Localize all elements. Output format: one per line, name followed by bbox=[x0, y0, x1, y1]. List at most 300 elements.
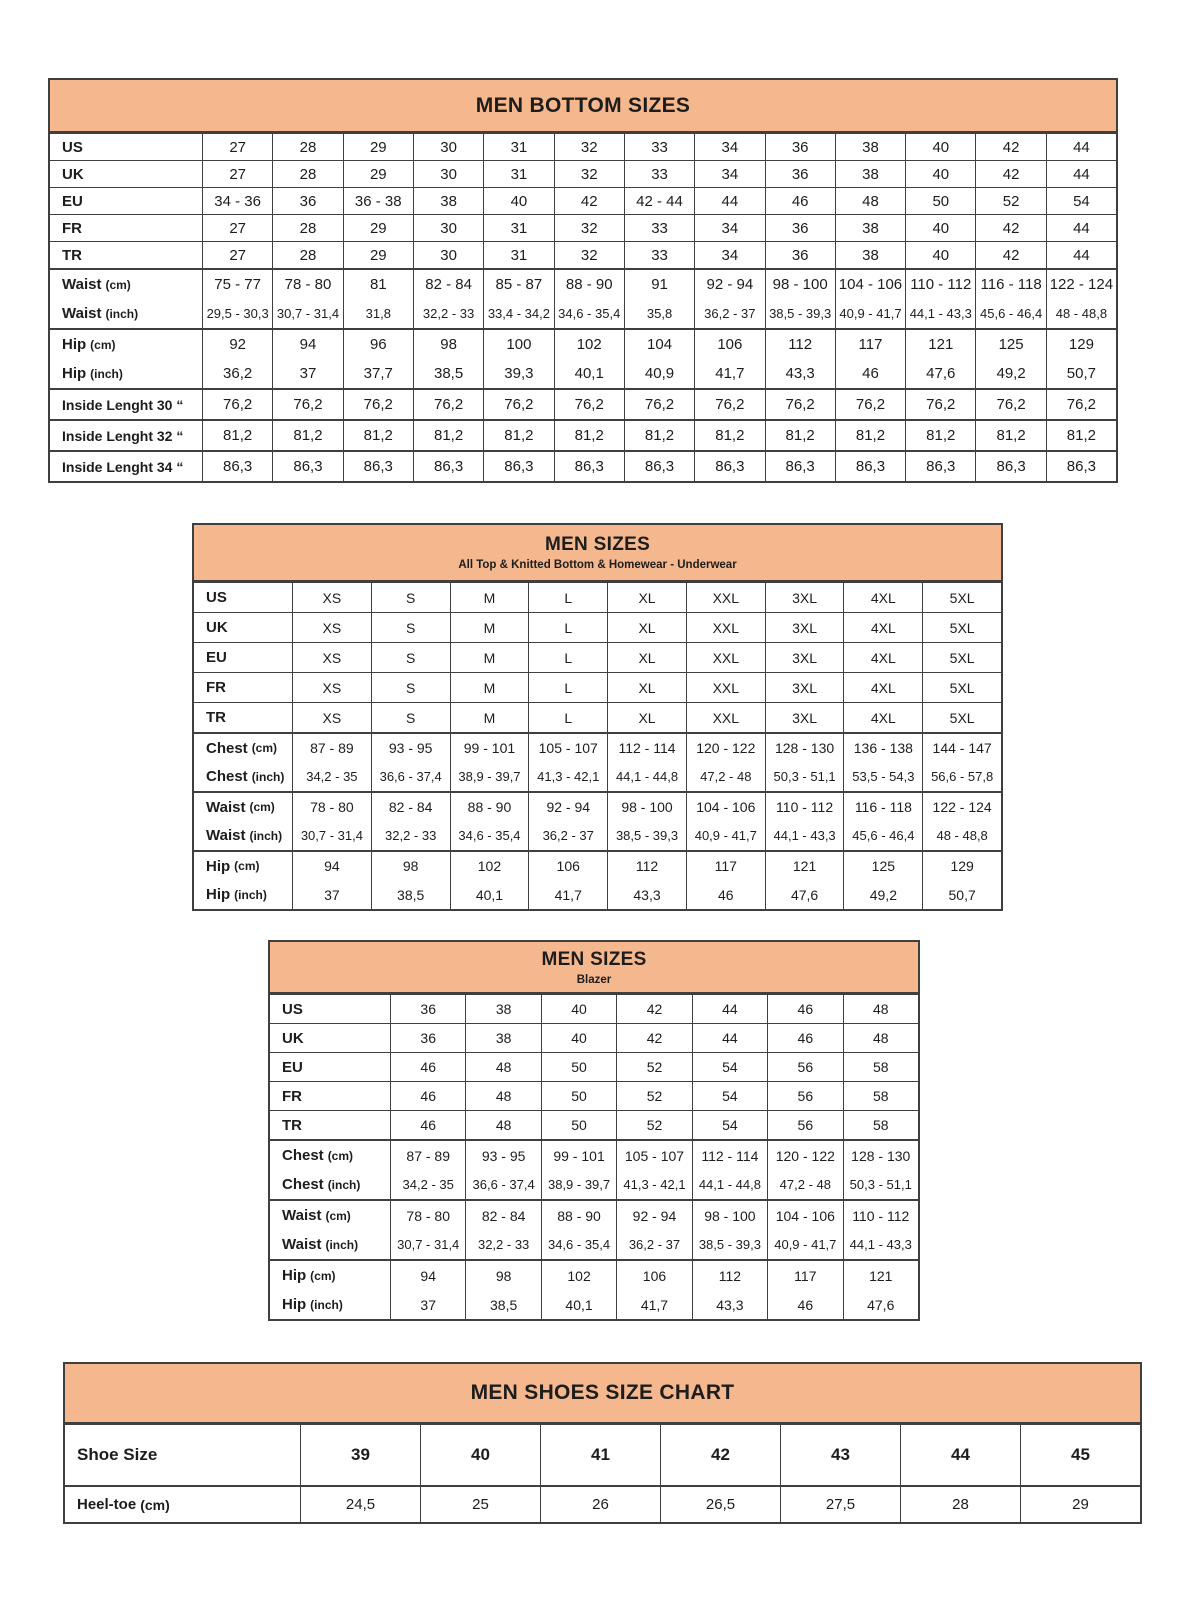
value-cell: 36 bbox=[765, 215, 835, 241]
table-row bbox=[270, 1139, 918, 1199]
value-cell: XS bbox=[292, 673, 371, 702]
value-cell bbox=[1046, 330, 1116, 388]
value-line: 47,2 - 48 bbox=[700, 769, 752, 785]
value-line: 47,6 bbox=[790, 886, 819, 903]
value-cell: 44 bbox=[1046, 242, 1116, 268]
value-cell: M bbox=[450, 643, 529, 672]
value-line: 47,6 bbox=[867, 1296, 895, 1313]
label-text: Hip bbox=[282, 1267, 307, 1284]
value-cell: 40 bbox=[905, 215, 975, 241]
value-cell: 42 bbox=[616, 1024, 691, 1052]
value-cell: 44 bbox=[900, 1425, 1020, 1485]
value-cell: 3XL bbox=[765, 673, 844, 702]
value-cell bbox=[465, 1201, 540, 1259]
value-cell bbox=[541, 1261, 616, 1319]
value-cell: 29 bbox=[343, 242, 413, 268]
value-cell bbox=[616, 1141, 691, 1199]
value-cell: 4XL bbox=[843, 673, 922, 702]
value-cell bbox=[413, 330, 483, 388]
value-line: 128 - 130 bbox=[774, 740, 835, 757]
value-cell: 48 bbox=[465, 1053, 540, 1081]
value-cell: L bbox=[528, 703, 607, 732]
value-cell: 81,2 bbox=[694, 421, 764, 450]
value-line: 122 - 124 bbox=[932, 799, 992, 816]
table-row bbox=[194, 791, 1001, 850]
value-cell: 34 bbox=[694, 161, 764, 187]
value-cell: 81,2 bbox=[343, 421, 413, 450]
table-row bbox=[194, 582, 1001, 612]
value-cell: 29 bbox=[1020, 1487, 1140, 1522]
value-line: 105 - 107 bbox=[538, 740, 598, 757]
value-line: 50,7 bbox=[1066, 365, 1096, 382]
row-label bbox=[50, 390, 202, 419]
value-cell bbox=[975, 330, 1045, 388]
value-cell: 76,2 bbox=[765, 390, 835, 419]
value-cell: 32 bbox=[554, 134, 624, 160]
value-line: 36,6 - 37,4 bbox=[472, 1177, 535, 1192]
value-line: 121 bbox=[792, 858, 817, 875]
value-cell: 54 bbox=[1046, 188, 1116, 214]
label-unit: (inch) bbox=[234, 887, 267, 902]
value-cell: L bbox=[528, 613, 607, 642]
table-subtitle: All Top & Knitted Bottom & Homewear - Underwear bbox=[458, 559, 737, 571]
value-cell: 38 bbox=[835, 215, 905, 241]
value-line: 32,2 - 33 bbox=[422, 306, 475, 321]
value-cell: 76,2 bbox=[624, 390, 694, 419]
value-cell: 38 bbox=[835, 161, 905, 187]
value-line: 78 - 80 bbox=[406, 1207, 450, 1224]
label-unit: (inch) bbox=[90, 366, 123, 381]
value-line: 91 bbox=[651, 276, 668, 293]
value-line: 44,1 - 43,3 bbox=[773, 828, 836, 844]
value-cell: 50 bbox=[541, 1053, 616, 1081]
value-cell: 40 bbox=[905, 242, 975, 268]
value-line: 98 - 100 bbox=[772, 276, 828, 293]
value-line: 30,7 - 31,4 bbox=[397, 1237, 460, 1252]
value-line: 88 - 90 bbox=[565, 276, 613, 293]
value-cell: 56 bbox=[767, 1082, 842, 1110]
table-row bbox=[270, 1199, 918, 1259]
value-cell: XL bbox=[607, 583, 686, 612]
value-line: 94 bbox=[324, 858, 340, 875]
value-cell: 86,3 bbox=[483, 452, 553, 481]
row-label bbox=[270, 1261, 390, 1319]
value-cell: 5XL bbox=[922, 583, 1001, 612]
value-cell: 76,2 bbox=[343, 390, 413, 419]
row-label bbox=[50, 134, 202, 160]
value-cell: 76,2 bbox=[554, 390, 624, 419]
value-cell: 36 bbox=[272, 188, 342, 214]
value-line: 104 - 106 bbox=[696, 799, 756, 816]
table-row bbox=[270, 1081, 918, 1110]
value-line: 121 bbox=[869, 1267, 893, 1284]
value-cell: 44 bbox=[692, 1024, 767, 1052]
value-cell: 30 bbox=[413, 134, 483, 160]
value-cell: L bbox=[528, 643, 607, 672]
value-line: 75 - 77 bbox=[214, 276, 261, 293]
value-cell: 40 bbox=[905, 161, 975, 187]
men-shoes-size-chart-table bbox=[63, 1362, 1142, 1524]
value-cell: 36 - 38 bbox=[343, 188, 413, 214]
value-cell bbox=[843, 1201, 918, 1259]
value-cell: 3XL bbox=[765, 583, 844, 612]
value-cell: 52 bbox=[975, 188, 1045, 214]
row-label bbox=[50, 242, 202, 268]
value-cell: 81,2 bbox=[765, 421, 835, 450]
value-line: 106 bbox=[556, 858, 580, 875]
label-unit: (inch) bbox=[325, 1237, 359, 1252]
value-cell: 33 bbox=[624, 161, 694, 187]
value-cell: 48 bbox=[835, 188, 905, 214]
value-line: 47,2 - 48 bbox=[779, 1177, 831, 1192]
value-line: 93 - 95 bbox=[481, 1147, 526, 1164]
label-text: TR bbox=[62, 246, 82, 264]
value-cell: 44 bbox=[1046, 215, 1116, 241]
value-cell: XS bbox=[292, 643, 371, 672]
value-line: 128 - 130 bbox=[851, 1147, 911, 1164]
label-text: FR bbox=[282, 1087, 302, 1105]
value-cell: 28 bbox=[272, 215, 342, 241]
value-line: 82 - 84 bbox=[425, 276, 472, 293]
label-text: US bbox=[206, 589, 227, 606]
row-label-line bbox=[282, 1201, 390, 1230]
value-cell bbox=[686, 852, 765, 909]
value-line: 112 bbox=[788, 336, 813, 353]
row-label bbox=[270, 1111, 390, 1139]
value-cell: 4XL bbox=[843, 703, 922, 732]
row-label bbox=[50, 161, 202, 187]
value-line: 38,5 - 39,3 bbox=[769, 306, 832, 321]
value-line: 48 - 48,8 bbox=[936, 828, 988, 844]
row-label-line bbox=[206, 793, 292, 822]
row-label-line bbox=[62, 330, 202, 359]
table-row bbox=[194, 702, 1001, 732]
value-cell: 44 bbox=[692, 995, 767, 1023]
value-cell: 4XL bbox=[843, 583, 922, 612]
value-cell: 76,2 bbox=[272, 390, 342, 419]
row-label bbox=[194, 673, 292, 702]
table-row bbox=[194, 850, 1001, 909]
value-cell bbox=[554, 270, 624, 328]
value-line: 87 - 89 bbox=[406, 1147, 450, 1164]
value-cell bbox=[922, 793, 1001, 850]
value-cell: 43 bbox=[780, 1425, 900, 1485]
value-cell bbox=[292, 793, 371, 850]
row-label-line bbox=[206, 881, 292, 910]
value-cell bbox=[554, 330, 624, 388]
value-cell bbox=[292, 852, 371, 909]
value-cell: 46 bbox=[767, 995, 842, 1023]
value-cell: 42 bbox=[975, 161, 1045, 187]
value-line: 125 bbox=[998, 336, 1024, 353]
value-line: 32,2 - 33 bbox=[477, 1237, 530, 1252]
value-cell: XXL bbox=[686, 673, 765, 702]
value-line: 35,8 bbox=[646, 306, 673, 321]
value-cell: 56 bbox=[767, 1111, 842, 1139]
label-text: Waist bbox=[282, 1207, 322, 1224]
value-line: 32,2 - 33 bbox=[385, 828, 437, 844]
value-cell: XXL bbox=[686, 613, 765, 642]
value-line: 104 - 106 bbox=[775, 1207, 835, 1224]
table-header bbox=[50, 80, 1116, 133]
label-text: UK bbox=[62, 165, 84, 183]
value-cell bbox=[371, 793, 450, 850]
value-line: 56,6 - 57,8 bbox=[931, 769, 994, 785]
table-row bbox=[65, 1485, 1140, 1522]
value-cell: 24,5 bbox=[300, 1487, 420, 1522]
value-line: 46 bbox=[718, 886, 734, 903]
value-cell: 81,2 bbox=[272, 421, 342, 450]
value-cell bbox=[692, 1201, 767, 1259]
value-line: 98 - 100 bbox=[621, 799, 673, 816]
value-line: 45,6 - 46,4 bbox=[852, 828, 915, 844]
value-line: 38,5 bbox=[490, 1296, 518, 1313]
label-unit: (inch) bbox=[105, 306, 139, 321]
label-text: EU bbox=[282, 1058, 303, 1076]
row-label-line bbox=[206, 852, 292, 881]
value-line: 99 - 101 bbox=[553, 1147, 605, 1164]
value-cell: 86,3 bbox=[554, 452, 624, 481]
value-cell bbox=[343, 270, 413, 328]
value-cell: 81,2 bbox=[483, 421, 553, 450]
value-cell: 5XL bbox=[922, 613, 1001, 642]
table-row bbox=[194, 642, 1001, 672]
value-line: 38,5 bbox=[433, 365, 464, 382]
value-cell: 86,3 bbox=[272, 452, 342, 481]
value-line: 41,3 - 42,1 bbox=[537, 769, 600, 785]
value-cell: 86,3 bbox=[905, 452, 975, 481]
value-line: 98 bbox=[440, 336, 457, 353]
value-cell: 86,3 bbox=[624, 452, 694, 481]
value-cell bbox=[450, 734, 529, 791]
value-cell: L bbox=[528, 583, 607, 612]
value-line: 102 bbox=[567, 1267, 591, 1284]
value-cell: 38 bbox=[835, 134, 905, 160]
value-cell: 31 bbox=[483, 134, 553, 160]
value-cell: 27 bbox=[202, 215, 272, 241]
value-cell: 54 bbox=[692, 1082, 767, 1110]
men-sizes-top-table bbox=[192, 523, 1003, 911]
value-cell: 86,3 bbox=[975, 452, 1045, 481]
value-cell bbox=[272, 270, 342, 328]
value-cell bbox=[767, 1141, 842, 1199]
value-cell: 58 bbox=[843, 1053, 918, 1081]
value-cell: 86,3 bbox=[413, 452, 483, 481]
value-cell: 30 bbox=[413, 215, 483, 241]
value-cell: S bbox=[371, 643, 450, 672]
row-label bbox=[270, 1082, 390, 1110]
value-line: 41,7 bbox=[640, 1296, 669, 1313]
value-cell: XS bbox=[292, 583, 371, 612]
label-text: Hip bbox=[206, 857, 231, 875]
table-row bbox=[194, 672, 1001, 702]
value-line: 41,3 - 42,1 bbox=[623, 1177, 686, 1192]
table-row bbox=[65, 1424, 1140, 1485]
value-cell: 58 bbox=[843, 1111, 918, 1139]
label-unit: (cm) bbox=[140, 1496, 170, 1513]
label-unit: (cm) bbox=[310, 1268, 336, 1283]
value-cell: 48 bbox=[843, 995, 918, 1023]
value-line: 94 bbox=[299, 336, 317, 353]
row-label bbox=[270, 1141, 390, 1199]
value-cell bbox=[483, 330, 553, 388]
value-line: 39,3 bbox=[504, 365, 534, 382]
value-line: 82 - 84 bbox=[388, 799, 433, 816]
value-cell bbox=[694, 330, 764, 388]
value-line: 96 bbox=[369, 336, 387, 353]
row-label bbox=[50, 421, 202, 450]
value-cell: 36 bbox=[765, 242, 835, 268]
value-line: 110 - 112 bbox=[776, 799, 834, 816]
label-text: UK bbox=[206, 619, 228, 636]
value-cell bbox=[483, 270, 553, 328]
value-cell bbox=[843, 793, 922, 850]
value-line: 104 - 106 bbox=[838, 276, 903, 293]
label-text: Chest bbox=[206, 768, 248, 786]
value-line: 46 bbox=[862, 365, 879, 382]
label-text: Shoe Size bbox=[77, 1445, 158, 1464]
value-line: 38,5 - 39,3 bbox=[615, 828, 679, 844]
value-cell: 76,2 bbox=[694, 390, 764, 419]
value-line: 40,1 bbox=[475, 886, 504, 903]
value-cell: 26 bbox=[540, 1487, 660, 1522]
value-cell: 81,2 bbox=[1046, 421, 1116, 450]
value-cell bbox=[371, 734, 450, 791]
value-cell: 30 bbox=[413, 161, 483, 187]
value-cell bbox=[624, 270, 694, 328]
value-cell: 86,3 bbox=[343, 452, 413, 481]
row-label-line bbox=[282, 1261, 390, 1290]
value-cell bbox=[843, 734, 922, 791]
value-cell: 28 bbox=[272, 242, 342, 268]
value-cell: 76,2 bbox=[905, 390, 975, 419]
value-line: 40,9 - 41,7 bbox=[774, 1237, 837, 1252]
value-cell: 76,2 bbox=[413, 390, 483, 419]
value-cell: 50 bbox=[905, 188, 975, 214]
label-text: Inside Lenght 30 “ bbox=[62, 396, 184, 413]
value-cell: 42 bbox=[616, 995, 691, 1023]
value-line: 33,4 - 34,2 bbox=[487, 306, 550, 321]
table-title: MEN SHOES SIZE CHART bbox=[470, 1381, 735, 1404]
value-cell: 38 bbox=[835, 242, 905, 268]
label-unit: (cm) bbox=[325, 1208, 351, 1223]
value-line: 38,9 - 39,7 bbox=[458, 769, 521, 785]
value-line: 40,9 bbox=[644, 365, 675, 382]
label-text: Waist bbox=[282, 1236, 322, 1253]
value-cell bbox=[528, 734, 607, 791]
table-row bbox=[50, 241, 1116, 268]
value-cell bbox=[607, 793, 686, 850]
label-text: Waist bbox=[62, 305, 102, 322]
value-line: 92 - 94 bbox=[546, 799, 591, 816]
table-row bbox=[270, 1110, 918, 1139]
table-row bbox=[50, 419, 1116, 450]
value-cell: 27,5 bbox=[780, 1487, 900, 1522]
value-cell: 86,3 bbox=[694, 452, 764, 481]
value-cell bbox=[975, 270, 1045, 328]
value-cell: XL bbox=[607, 673, 686, 702]
value-cell bbox=[272, 330, 342, 388]
value-line: 34,6 - 35,4 bbox=[547, 1237, 611, 1252]
value-line: 50,7 bbox=[948, 886, 976, 903]
row-label bbox=[194, 583, 292, 612]
value-cell: XXL bbox=[686, 583, 765, 612]
label-text: TR bbox=[206, 709, 226, 726]
value-line: 85 - 87 bbox=[495, 276, 543, 293]
row-label bbox=[50, 215, 202, 241]
value-line: 46 bbox=[797, 1296, 814, 1313]
row-label bbox=[270, 1053, 390, 1081]
value-cell: XXL bbox=[686, 703, 765, 732]
value-cell: 76,2 bbox=[483, 390, 553, 419]
value-cell: 4XL bbox=[843, 643, 922, 672]
value-line: 78 - 80 bbox=[284, 276, 332, 293]
value-cell: 36 bbox=[765, 161, 835, 187]
value-line: 106 bbox=[642, 1267, 667, 1284]
value-cell bbox=[694, 270, 764, 328]
value-line: 50,3 - 51,1 bbox=[849, 1177, 912, 1192]
table-row bbox=[50, 268, 1116, 328]
value-line: 40,9 - 41,7 bbox=[839, 306, 902, 321]
value-cell bbox=[390, 1141, 465, 1199]
value-line: 48 - 48,8 bbox=[1055, 306, 1108, 321]
value-cell bbox=[765, 330, 835, 388]
value-cell: 52 bbox=[616, 1111, 691, 1139]
value-cell: 40 bbox=[541, 995, 616, 1023]
value-line: 110 - 112 bbox=[852, 1207, 910, 1224]
value-cell bbox=[390, 1201, 465, 1259]
value-line: 99 - 101 bbox=[463, 740, 516, 757]
table-row bbox=[50, 160, 1116, 187]
value-line: 31,8 bbox=[365, 306, 391, 321]
value-line: 117 bbox=[714, 858, 737, 875]
value-line: 105 - 107 bbox=[624, 1147, 685, 1164]
value-cell: 29 bbox=[343, 161, 413, 187]
value-line: 38,5 bbox=[397, 886, 425, 903]
value-cell: XXL bbox=[686, 643, 765, 672]
value-cell: 44 bbox=[694, 188, 764, 214]
value-line: 44,1 - 43,3 bbox=[909, 306, 972, 321]
value-line: 117 bbox=[794, 1267, 817, 1284]
value-cell: 3XL bbox=[765, 703, 844, 732]
value-cell: 86,3 bbox=[835, 452, 905, 481]
row-label bbox=[194, 734, 292, 791]
men-sizes-blazer-table bbox=[268, 940, 920, 1321]
value-line: 82 - 84 bbox=[481, 1207, 526, 1224]
value-line: 29,5 - 30,3 bbox=[206, 306, 269, 321]
row-label-line bbox=[206, 734, 292, 763]
value-cell: 46 bbox=[767, 1024, 842, 1052]
value-cell: 76,2 bbox=[1046, 390, 1116, 419]
label-unit: (inch) bbox=[251, 769, 285, 784]
value-cell bbox=[202, 270, 272, 328]
value-line: 40,9 - 41,7 bbox=[694, 828, 757, 844]
label-text: Waist bbox=[62, 276, 102, 293]
row-label bbox=[50, 330, 202, 388]
value-cell: 56 bbox=[767, 1053, 842, 1081]
value-line: 110 - 112 bbox=[910, 276, 972, 293]
value-cell: 54 bbox=[692, 1053, 767, 1081]
value-cell: 58 bbox=[843, 1082, 918, 1110]
label-text: US bbox=[62, 138, 83, 156]
value-cell: 86,3 bbox=[202, 452, 272, 481]
table-row bbox=[194, 732, 1001, 791]
row-label-line bbox=[62, 299, 202, 328]
row-label-line bbox=[206, 822, 292, 851]
value-cell bbox=[922, 734, 1001, 791]
value-line: 45,6 - 46,4 bbox=[980, 306, 1043, 321]
value-cell: XL bbox=[607, 643, 686, 672]
